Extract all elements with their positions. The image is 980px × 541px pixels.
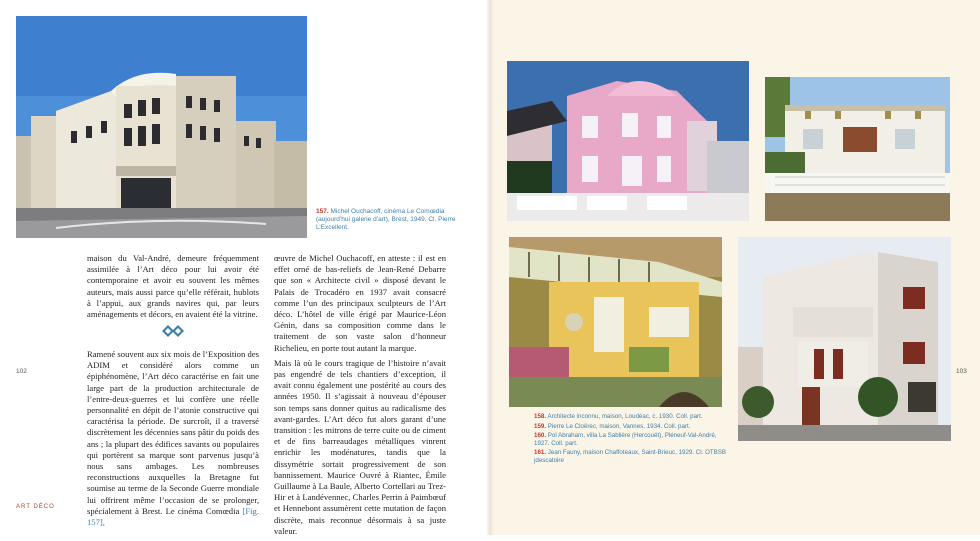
caption-text: Pol Abraham, villa La Sablière (Hercouët), Pléneuf-Val-André, 1927. Coll. part.: [534, 432, 717, 447]
villa-sabliere-painting: [509, 237, 722, 407]
caption-number: 157.: [316, 208, 329, 215]
caption-text: Architecte inconnu, maison, Loudéac, c. 1930. Coll. part.: [547, 413, 703, 420]
text-column-1-top: [87, 253, 259, 324]
caption-158: [534, 413, 730, 421]
cinema-photo: [16, 16, 307, 238]
caption-number: 158.: [534, 413, 547, 420]
caption-161: [534, 449, 730, 464]
paragraph: [87, 349, 259, 528]
paragraph: Mais là où le cours tragique de l’histoire n’avait pas engendré de tels chantiers d’exception, il avait connu également une postérité au cours des années 1950. Il s’agissait à nouveau d’épouser son temps sans donner quitus au radicalisme des avant-gardes. L’Art déco fut alors garant d’une transition : les mitrons de terre cuite ou de ciment et de fins barreaudages métalliques vinrent enrichir les modénatures, tandis que la dissymétrie sortait progressivement de son bannissement. Maurice Ouvré à Riantec, Émile Guillaume à La Baule, Alberto Cortellari au Trez-Hir et à Landévennec, Charles Perrin à Paimbœuf et Hennebont assumèrent cette mutation de façon discrète, mais reconnue désormais à sa juste valeur.: [274, 357, 446, 536]
page-number-left: 102: [16, 368, 27, 375]
caption-text: Michel Ouchacoff, cinéma Le Comœdia (aujourd’hui galerie d’art), Brest, 1949. Cl. Pierre L’Excellent.: [316, 208, 456, 231]
text-column-1-bottom: [87, 349, 259, 532]
ornament-icon: [160, 322, 186, 340]
figure-caption-157: [316, 208, 456, 232]
figure-captions-right: [534, 413, 730, 467]
caption-number: 159.: [534, 422, 547, 430]
text-column-2: [274, 253, 446, 541]
figure-reference: [Fig. 157],: [87, 505, 259, 528]
white-villa-photo: [765, 77, 950, 221]
page-number-right: 103: [956, 368, 967, 375]
caption-number: 160.: [534, 432, 547, 440]
caption-number: 161.: [534, 449, 547, 457]
pink-house-photo: [507, 61, 749, 221]
running-title: ART DÉCO: [16, 504, 55, 510]
paragraph-text: Ramené souvent aux six mois de l’Exposition des ADIM et considéré alors comme un épiphénomène, l’Art déco caractérise en fait une large part de la production architecturale de l’entre-deux-guerres et lui confère une réelle personnalité en dépit de l’atonie constructive qui caractérisa la période. De surcroît, il a traversé discrètement les décennies sans pâtir du poids des ans ; la plupart des édifices savants ou populaires qui portèrent sa marque sont parvenus jusqu’à nous sans ambages. Les nombreuses reconstructions auxquelles la Bretagne fut soumise au terme de la Seconde Guerre mondiale lui offrirent même l’occasion de se prolonger, spécialement à Brest. Le cinéma Comœdia: [87, 349, 259, 516]
paragraph: œuvre de Michel Ouchacoff, en atteste : il est en effet orné de bas-reliefs de Jean-René Debarre que son « Architecte civil » disposé devant le Palais de Trocadéro en 1937 avait consacré comme l’un des principaux sculpteurs de l’Art déco. L’hôtel de ville érigé par Maurice-Léon Génin, dans sa composition comme dans le traitement de son vaste salon d’honneur Richelieu, en porte tout autant la marque.: [274, 253, 446, 353]
caption-160: [534, 432, 730, 447]
gutter: [486, 0, 494, 535]
paragraph: maison du Val-André, demeure fréquemment assimilée à l’Art déco pour lui avoir été contemporaine et avoir eu souvent les mêmes auteurs, mais aussi parce qu’elle référait, hublots à l’appui, aux grands navires qui, par leurs aménagements et décors, en avaient été la vitrine.: [87, 253, 259, 320]
caption-159: [534, 423, 730, 431]
caption-text: Pierre Le Cloërec, maison, Vannes, 1934. Coll. part.: [547, 422, 691, 430]
caption-text: Jean Fauny, maison Chaffoteaux, Saint-Brieuc, 1929. Cl. OTBSB jdescatoire: [534, 449, 727, 464]
maison-chaffoteaux-photo: [738, 237, 951, 441]
